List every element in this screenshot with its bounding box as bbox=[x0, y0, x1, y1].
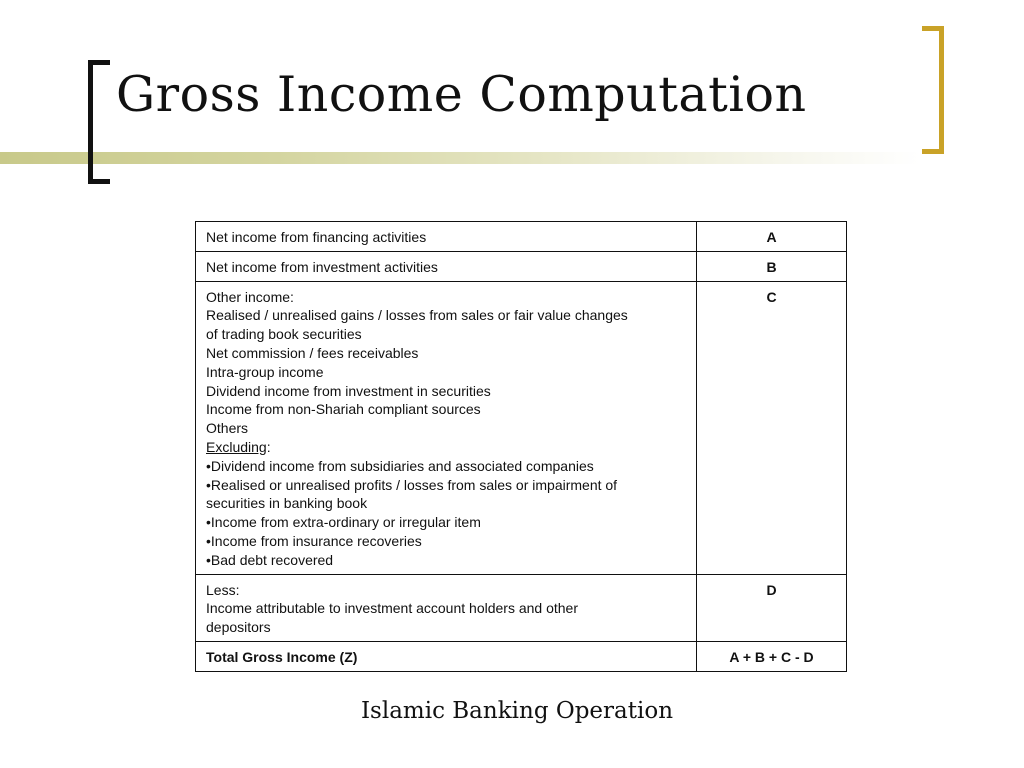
less-value: D bbox=[697, 574, 847, 641]
other-income-cell bbox=[196, 281, 697, 574]
excluding-label: Excluding bbox=[206, 438, 267, 455]
less-line: Income attributable to investment account holders and other bbox=[206, 600, 578, 617]
less-cell bbox=[196, 574, 697, 641]
excluding-colon: : bbox=[266, 438, 271, 455]
excluding-heading bbox=[206, 438, 686, 457]
other-income-line: Net commission / fees receivables bbox=[206, 344, 419, 361]
less-heading: Less: bbox=[206, 581, 240, 598]
table-row-total bbox=[196, 641, 847, 671]
total-value: A + B + C - D bbox=[697, 641, 847, 671]
table-row-less bbox=[196, 574, 847, 641]
left-bracket-decoration bbox=[88, 60, 110, 184]
table-row-investment bbox=[196, 251, 847, 281]
table-row-other-income bbox=[196, 281, 847, 574]
excluded-item: •Income from extra-ordinary or irregular item bbox=[206, 514, 481, 531]
financing-label: Net income from financing activities bbox=[196, 222, 697, 252]
other-income-line: Income from non-Shariah compliant sources bbox=[206, 401, 481, 418]
other-income-line: Others bbox=[206, 420, 249, 437]
excluded-item: •Realised or unrealised profits / losses from sales or impairment of bbox=[206, 476, 618, 493]
investment-label: Net income from investment activities bbox=[196, 251, 697, 281]
excluded-item: •Income from insurance recoveries bbox=[206, 532, 422, 549]
slide-title: Gross Income Computation bbox=[116, 66, 807, 123]
title-underline-bar bbox=[0, 152, 920, 164]
less-line: depositors bbox=[206, 619, 271, 636]
excluded-item: •Bad debt recovered bbox=[206, 551, 334, 568]
investment-value: B bbox=[697, 251, 847, 281]
excluded-item: •Dividend income from subsidiaries and associated companies bbox=[206, 457, 594, 474]
financing-value: A bbox=[697, 222, 847, 252]
other-income-heading: Other income: bbox=[206, 288, 294, 305]
other-income-line: Dividend income from investment in securities bbox=[206, 382, 491, 399]
excluded-item: securities in banking book bbox=[206, 495, 368, 512]
other-income-line: of trading book securities bbox=[206, 326, 362, 343]
total-label: Total Gross Income (Z) bbox=[196, 641, 697, 671]
right-bracket-decoration bbox=[922, 26, 944, 154]
other-income-value: C bbox=[697, 281, 847, 574]
slide-footer: Islamic Banking Operation bbox=[360, 698, 674, 724]
other-income-line: Realised / unrealised gains / losses from sales or fair value changes bbox=[206, 307, 628, 324]
gross-income-table bbox=[195, 221, 847, 672]
table-row-financing bbox=[196, 222, 847, 252]
other-income-line: Intra-group income bbox=[206, 363, 324, 380]
